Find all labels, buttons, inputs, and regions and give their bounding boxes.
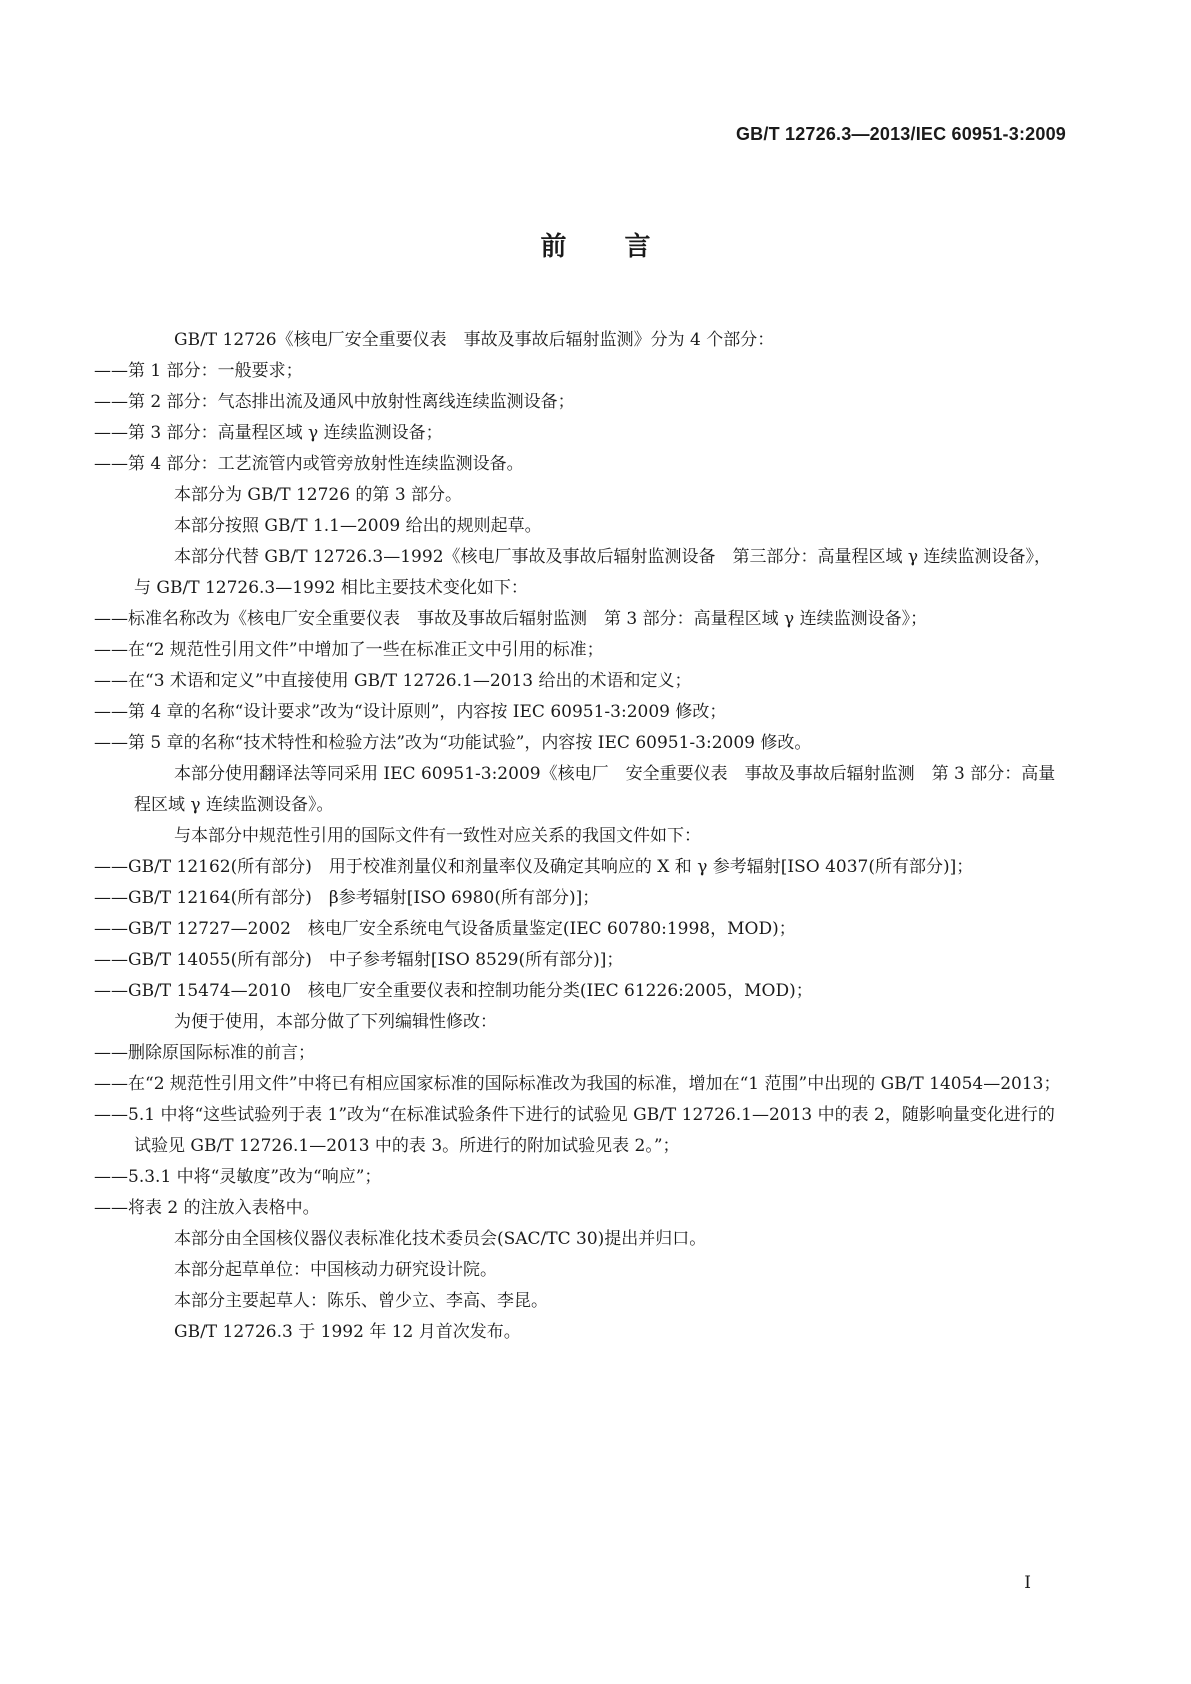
list-item: ——第 4 章的名称“设计要求”改为“设计原则”，内容按 IEC 60951-3:2009 修改； — [94, 702, 727, 722]
page-title: 前言 — [540, 232, 709, 262]
list-item: ——在“2 规范性引用文件”中将已有相应国家标准的国际标准改为我国的标准，增加在“1 范围”中出现的 GB/T 14054—2013； — [94, 1074, 1061, 1094]
list-item: ——GB/T 12727—2002 核电厂安全系统电气设备质量鉴定(IEC 60780:1998，MOD)； — [94, 919, 796, 939]
paragraph: 本部分使用翻译法等同采用 IEC 60951-3:2009《核电厂 安全重要仪表 事故及事故后辐射监测 第 3 部分：高量程区域 γ 连续监测设备》。 — [134, 764, 1056, 815]
paragraph: 本部分为 GB/T 12726 的第 3 部分。 — [174, 485, 463, 505]
paragraph: 本部分由全国核仪器仪表标准化技术委员会(SAC/TC 30)提出并归口。 — [174, 1229, 707, 1249]
paragraph: 本部分起草单位：中国核动力研究设计院。 — [174, 1260, 497, 1280]
intro-paragraph: GB/T 12726《核电厂安全重要仪表 事故及事故后辐射监测》分为 4 个部分： — [174, 330, 775, 350]
paragraph: 与本部分中规范性引用的国际文件有一致性对应关系的我国文件如下： — [174, 826, 701, 846]
foreword-body — [94, 325, 1064, 1348]
list-item: ——第 4 部分：工艺流管内或管旁放射性连续监测设备。 — [94, 454, 524, 474]
list-item: ——第 1 部分：一般要求； — [94, 361, 303, 381]
list-item: ——GB/T 12164(所有部分) β参考辐射[ISO 6980(所有部分)]； — [94, 888, 600, 908]
paragraph: 本部分代替 GB/T 12726.3—1992《核电厂事故及事故后辐射监测设备 第三部分：高量程区域 γ 连续监测设备》，与 GB/T 12726.3—1992 相比主要技术变化如下： — [134, 547, 1051, 598]
list-item: ——5.1 中将“这些试验列于表 1”改为“在标准试验条件下进行的试验见 GB/T 12726.1—2013 中的表 2，随影响量变化进行的试验见 GB/T 12726.1—2013 中的表 3。所进行的附加试验见表 2。”； — [94, 1105, 1055, 1156]
paragraph: GB/T 12726.3 于 1992 年 12 月首次发布。 — [174, 1322, 521, 1342]
page-number: I — [1024, 1573, 1031, 1593]
list-item: ——删除原国际标准的前言； — [94, 1043, 315, 1063]
list-item: ——第 2 部分：气态排出流及通风中放射性离线连续监测设备； — [94, 392, 575, 412]
list-item: ——在“2 规范性引用文件”中增加了一些在标准正文中引用的标准； — [94, 640, 604, 660]
list-item: ——在“3 术语和定义”中直接使用 GB/T 12726.1—2013 给出的术语和定义； — [94, 671, 692, 691]
list-item: ——GB/T 14055(所有部分) 中子参考辐射[ISO 8529(所有部分)]； — [94, 950, 624, 970]
paragraph: 本部分按照 GB/T 1.1—2009 给出的规则起草。 — [174, 516, 542, 536]
list-item: ——GB/T 15474—2010 核电厂安全重要仪表和控制功能分类(IEC 61226:2005，MOD)； — [94, 981, 813, 1001]
paragraph: 本部分主要起草人：陈乐、曾少立、李高、李昆。 — [174, 1291, 548, 1311]
list-item: ——5.3.1 中将“灵敏度”改为“响应”； — [94, 1167, 382, 1187]
list-item: ——标准名称改为《核电厂安全重要仪表 事故及事故后辐射监测 第 3 部分：高量程区域 γ 连续监测设备》； — [94, 609, 928, 629]
list-item: ——将表 2 的注放入表格中。 — [94, 1198, 320, 1218]
list-item: ——第 5 章的名称“技术特性和检验方法”改为“功能试验”，内容按 IEC 60951-3:2009 修改。 — [94, 733, 812, 753]
standard-code: GB/T 12726.3—2013/IEC 60951-3:2009 — [735, 124, 1066, 144]
list-item: ——GB/T 12162(所有部分) 用于校准剂量仪和剂量率仪及确定其响应的 X 和 γ 参考辐射[ISO 4037(所有部分)]； — [94, 857, 974, 877]
paragraph: 为便于使用，本部分做了下列编辑性修改： — [174, 1012, 497, 1032]
list-item: ——第 3 部分：高量程区域 γ 连续监测设备； — [94, 423, 443, 443]
